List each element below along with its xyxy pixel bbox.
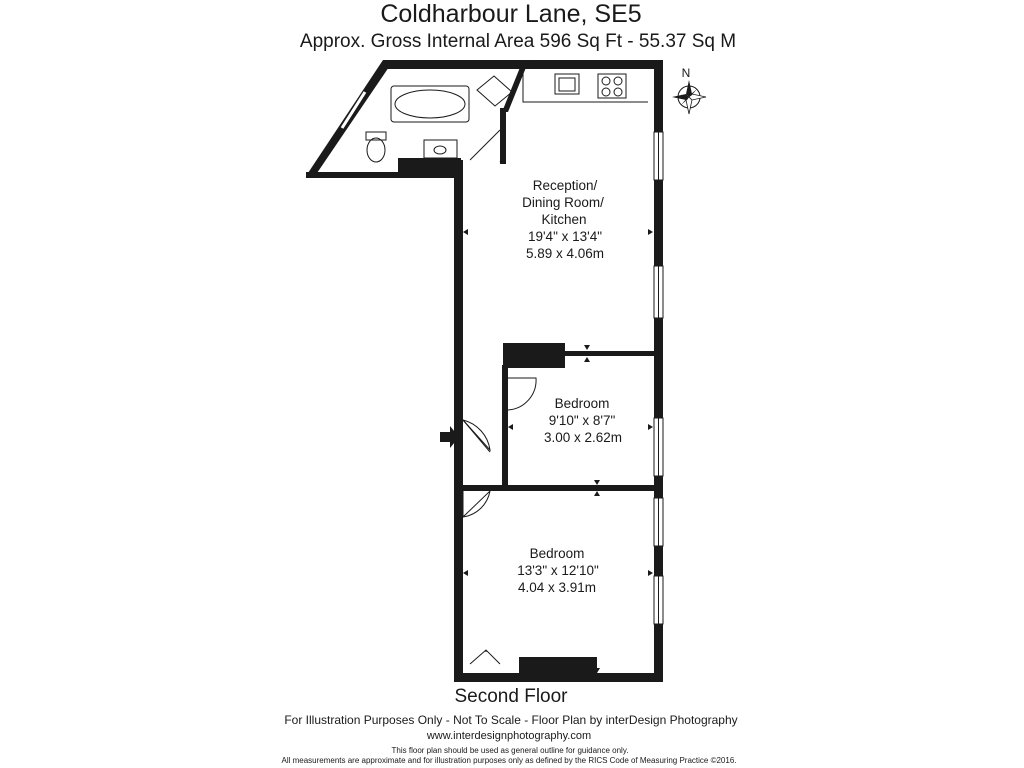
website-link[interactable]: www.interdesignphotography.com xyxy=(426,730,592,742)
compass-north-label: N xyxy=(681,66,691,80)
room-name-line: Bedroom xyxy=(529,546,585,561)
left-wall xyxy=(454,160,463,682)
compass-icon xyxy=(672,80,706,114)
room-size-imperial: 9'10" x 8'7" xyxy=(548,413,616,428)
room-size-metric: 3.00 x 2.62m xyxy=(543,430,623,445)
measurement-note: All measurements are approximate and for illustration purposes only as defined by the RICS Code of Measuring Practice ©2016. xyxy=(281,756,737,765)
top-wall-kitchen xyxy=(507,60,662,69)
bedroom-divider-wall xyxy=(460,485,657,491)
hob-ring xyxy=(614,88,622,96)
bathroom-bottom-block xyxy=(398,158,461,178)
room-name-line: Kitchen xyxy=(541,212,587,227)
hob-ring xyxy=(602,88,610,96)
bedroom2-door-swing xyxy=(463,491,490,517)
bathtub xyxy=(391,86,469,122)
guidance-note: This floor plan should be used as general outline for guidance only. xyxy=(391,746,629,755)
gross-area-subtitle: Approx. Gross Internal Area 596 Sq Ft - 55.37 Sq M xyxy=(299,31,737,52)
fixtures xyxy=(366,70,648,162)
bathtub-basin xyxy=(395,90,465,118)
room-bedroom-2 xyxy=(517,546,599,595)
room-size-imperial: 13'3" x 12'10" xyxy=(517,563,599,578)
wardrobe-block xyxy=(519,657,597,677)
washbasin-bowl xyxy=(434,146,446,154)
bedroom1-top-wall xyxy=(565,351,657,356)
hob-ring xyxy=(614,77,622,85)
room-bedroom-1 xyxy=(544,396,622,445)
bathroom-top-wall xyxy=(383,60,523,69)
washbasin xyxy=(424,140,457,158)
room-name-line: Dining Room/ xyxy=(522,195,604,210)
room-reception xyxy=(522,178,604,261)
toilet-cistern xyxy=(366,132,386,140)
kitchen-counter xyxy=(523,70,648,102)
toilet-bowl xyxy=(367,138,385,162)
walls xyxy=(306,60,663,682)
hob-ring xyxy=(602,77,610,85)
wardrobe-doors xyxy=(470,650,500,664)
room-name-line: Bedroom xyxy=(554,396,610,411)
room-size-metric: 4.04 x 3.91m xyxy=(517,580,597,595)
bedroom1-left-wall xyxy=(502,365,508,490)
room-name-line: Reception/ xyxy=(532,178,598,193)
floor-label: Second Floor xyxy=(454,686,568,707)
room-size-metric: 5.89 x 4.06m xyxy=(525,246,605,261)
page-title: Coldharbour Lane, SE5 xyxy=(380,0,642,28)
sink-inner xyxy=(559,78,575,91)
bedroom1-top-block xyxy=(503,343,565,368)
bathroom-window xyxy=(342,92,365,128)
room-size-imperial: 19'4" x 13'4" xyxy=(527,229,603,244)
bedroom1-door-swing xyxy=(508,378,536,410)
dimension-markers xyxy=(463,229,653,673)
disclaimer-text: For Illustration Purposes Only - Not To Scale - Floor Plan by interDesign Photography xyxy=(284,713,738,727)
